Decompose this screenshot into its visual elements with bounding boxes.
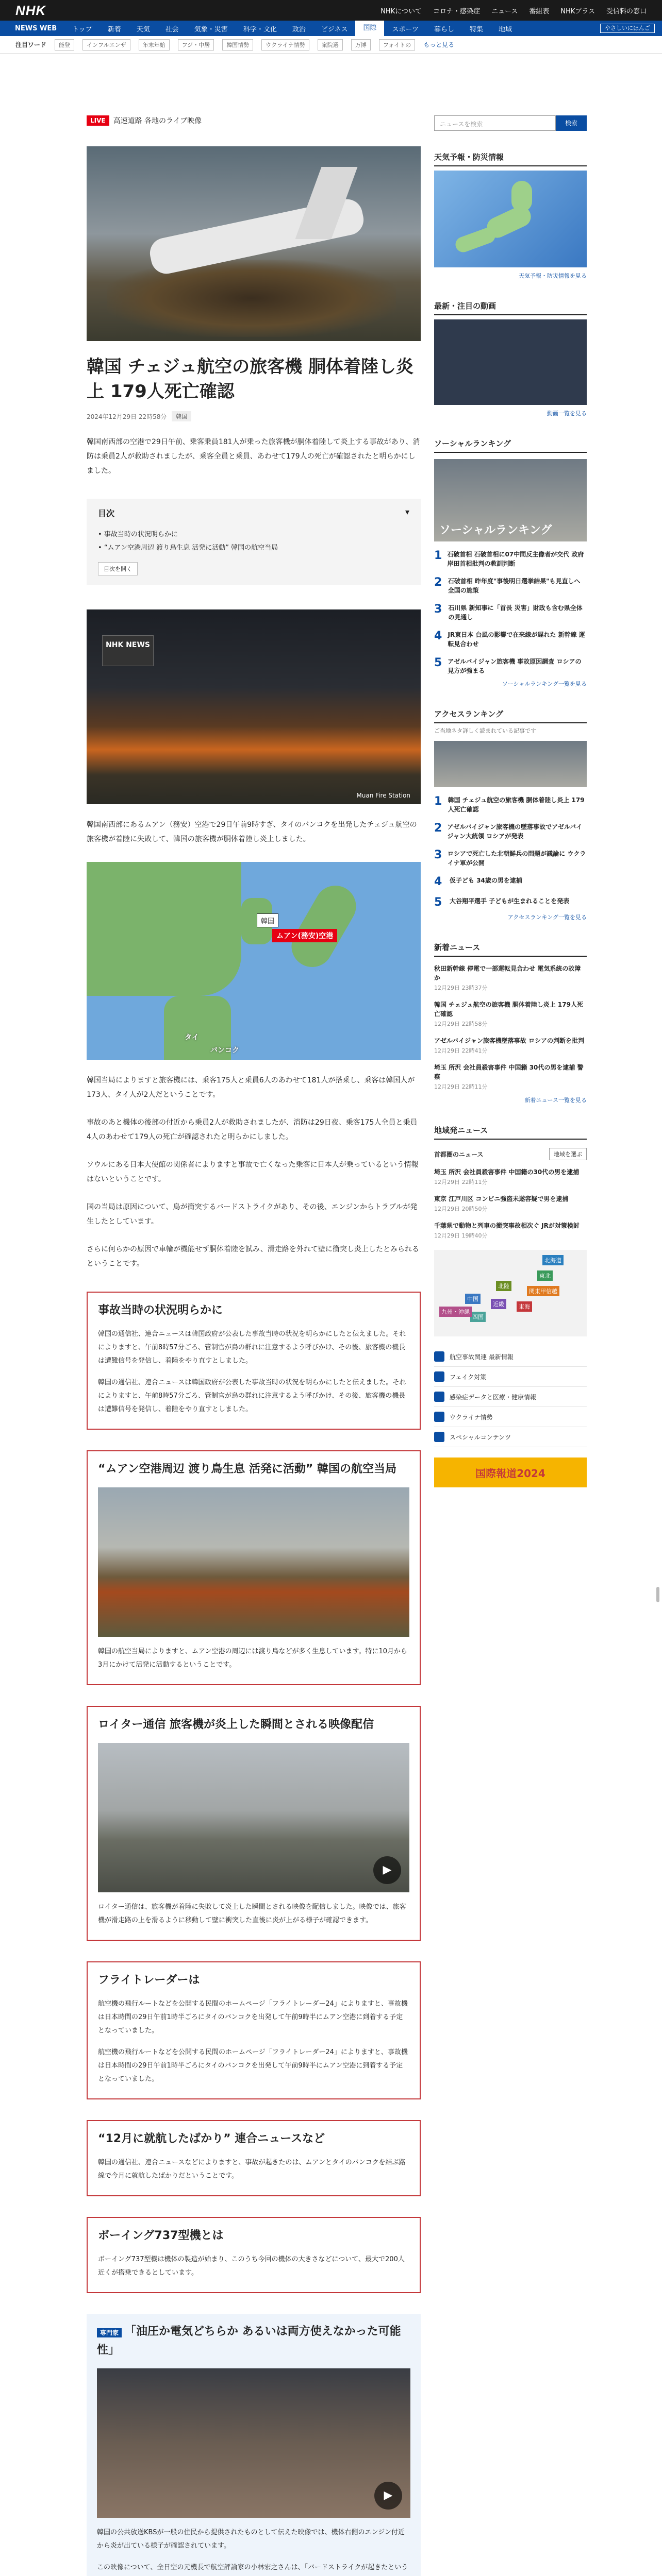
- new-news-item[interactable]: [434, 1063, 587, 1092]
- rank-number: 1: [434, 549, 442, 562]
- rank-number: 2: [434, 822, 442, 835]
- trending-tag[interactable]: 韓国情勢: [222, 39, 253, 50]
- toc-toggle-icon[interactable]: ▾: [405, 507, 409, 517]
- region-label: 首都圏のニュース: [434, 1150, 484, 1158]
- access-more-link[interactable]: アクセスランキング一覧を見る: [507, 914, 587, 921]
- smoke-shape: [107, 260, 396, 337]
- expert-section: [87, 2314, 421, 2576]
- top-link-about[interactable]: NHKについて: [380, 7, 422, 15]
- feature-link-text: スペシャルコンテンツ: [450, 1433, 511, 1441]
- news-time: 12月29日 22時11分: [434, 1179, 488, 1185]
- weather-map[interactable]: [434, 171, 587, 267]
- section-text: 韓国の通信社、連合ニュースは韓国政府が公表した事故当時の状況を明らかにしたと伝えました。それによりますと、午前8時57分ごろ、管制官が鳥の群れに注意するよう呼びかけ、その後、旅客機の機長は遭難信号を発信し、着陸をやり直すとしました。: [98, 1379, 406, 1413]
- feature-link[interactable]: [434, 1427, 587, 1447]
- nhk-logo[interactable]: NHK: [15, 2, 46, 18]
- nav-society[interactable]: 社会: [165, 25, 179, 33]
- top-link-fee[interactable]: 受信料の窓口: [606, 7, 647, 15]
- access-item[interactable]: [434, 795, 587, 814]
- latest-video[interactable]: [434, 319, 587, 405]
- rank-text: 仮子ども 34歳の男を逮捕: [450, 877, 522, 884]
- region-select-button[interactable]: 地域を選ぶ: [549, 1148, 587, 1160]
- region-tokai[interactable]: 東海: [517, 1301, 532, 1312]
- top-link-program[interactable]: 番組表: [529, 7, 550, 15]
- article-column: [87, 54, 421, 2576]
- nav-weather[interactable]: 天気: [136, 25, 150, 33]
- rank-text: 石川県 新知事に「首長 災害」財政も含む県全体の見通し: [448, 604, 583, 621]
- ranking-hero-image[interactable]: [434, 459, 587, 541]
- rank-number: 5: [434, 656, 442, 669]
- reuters-video[interactable]: [98, 1743, 409, 1892]
- nav-politics[interactable]: 政治: [292, 25, 306, 33]
- trending-tag[interactable]: フジ・中居: [178, 39, 214, 50]
- region-kanto[interactable]: 関東甲信越: [527, 1286, 559, 1296]
- map-label-muan-airport: ムアン(務安)空港: [272, 929, 337, 942]
- rank-text: 石破首相 昨年度"事後明日選挙結果"も見直しへ 全国の施策: [448, 578, 581, 594]
- fire-video[interactable]: [87, 609, 421, 804]
- feature-icon: [434, 1371, 444, 1382]
- region-map: [434, 1250, 587, 1336]
- main-nav: [0, 21, 662, 36]
- new-news-item[interactable]: [434, 1000, 587, 1029]
- article-meta: [87, 411, 421, 421]
- article-paragraph: 韓国南西部にあるムアン（務安）空港で29日午前9時すぎ、タイのバンコクを出発したチェジュ航空の旅客機が着陸に失敗して、韓国の旅客機が胴体着陸し炎上しました。: [87, 821, 417, 843]
- toc-item[interactable]: • “ムアン空港周辺 渡り鳥生息 活発に活動” 韓国の航空当局: [98, 541, 409, 555]
- feature-link[interactable]: [434, 1407, 587, 1427]
- ranking-item[interactable]: [434, 577, 587, 595]
- toc-header: [98, 507, 409, 519]
- rank-number: 3: [434, 603, 442, 616]
- live-banner[interactable]: [87, 115, 421, 126]
- section-text: 航空機の飛行ルートなどを公開する民間のホームページ「フライトレーダー24」によりますと、事故機は日本時間の29日午前1時半ごろにタイのバンコクを出発して午前9時半にムアン空港に到着する予定となっていました。: [98, 2048, 408, 2083]
- play-icon[interactable]: ▶: [373, 1856, 401, 1884]
- rank-number: 4: [434, 630, 442, 642]
- weather-land: [453, 226, 497, 255]
- news-time: 12月29日 19時40分: [434, 1232, 488, 1239]
- region-kinki[interactable]: 近畿: [491, 1299, 506, 1309]
- social-ranking-heading: ソーシャルランキング: [434, 438, 587, 453]
- scrollbar-thumb[interactable]: [656, 1587, 659, 1602]
- feature-link-text: ウクライナ情勢: [450, 1413, 493, 1421]
- play-icon[interactable]: ▶: [374, 2482, 402, 2510]
- page-body: [0, 54, 662, 2576]
- trending-tag[interactable]: 衆院選: [318, 39, 343, 50]
- rank-number: 2: [434, 576, 442, 589]
- news-time: 12月29日 20時50分: [434, 1206, 488, 1212]
- toc-list: [98, 528, 409, 555]
- region-shikoku[interactable]: 四国: [470, 1312, 486, 1322]
- map-land-japan: [284, 878, 363, 974]
- region-kyushu[interactable]: 九州・沖縄: [439, 1307, 472, 1317]
- video-heading: 最新・注目の動画: [434, 300, 587, 315]
- expert-badge: 専門家: [97, 2328, 122, 2337]
- feature-links: [434, 1347, 587, 1447]
- trending-tag[interactable]: 能登: [55, 39, 74, 50]
- news-title: 埼玉 所沢 会社員殺害事件 中国籍の30代の男を逮捕: [434, 1168, 580, 1176]
- section-box: [87, 1706, 421, 1941]
- nav-disaster[interactable]: 気象・災害: [194, 25, 228, 33]
- new-news-item[interactable]: [434, 1036, 587, 1056]
- article-lead: 韓国南西部の空港で29日午前、乗客乗員181人が乗った旅客機が胴体着陸して炎上する事故があり、消防は乗員2人が救助されましたが、乗客全員と乗員、あわせて179人の死亡が確認されたと明らかにしました。: [87, 438, 420, 475]
- access-hero-image[interactable]: [434, 741, 587, 787]
- new-news-more-link[interactable]: 新着ニュース一覧を見る: [524, 1097, 587, 1104]
- live-badge: LIVE: [87, 115, 109, 126]
- map-label-thailand: タイ: [185, 1033, 199, 1042]
- region-news-item[interactable]: [434, 1167, 587, 1187]
- ranking-item[interactable]: [434, 550, 587, 568]
- section-title: フライトレーダーは: [98, 1974, 200, 1987]
- toc-item[interactable]: • 事故当時の状況明らかに: [98, 528, 409, 541]
- article-paragraph: さらに何らかの原因で車輪が機能せず胴体着陸を試み、滑走路を外れて壁に衝突し炎上したとみられるということです。: [87, 1245, 419, 1268]
- weather-heading: 天気予報・防災情報: [434, 151, 587, 166]
- section-title: ボーイング737型機とは: [98, 2229, 224, 2242]
- trending-tag[interactable]: 万博: [351, 39, 371, 50]
- trending-tag[interactable]: フォイトの: [379, 39, 415, 50]
- route-map: [87, 862, 421, 1060]
- feature-icon: [434, 1432, 444, 1442]
- news-title: 秋田新幹線 停電で一部運転見合わせ 電気系統の故障か: [434, 965, 581, 981]
- region-chugoku[interactable]: 中国: [465, 1294, 481, 1304]
- new-news-heading: 新着ニュース: [434, 942, 587, 957]
- news-time: 12月29日 22時41分: [434, 1047, 488, 1054]
- top-link-plus[interactable]: NHKプラス: [560, 7, 595, 15]
- feature-link-text: 航空事故関連 最新情報: [450, 1353, 514, 1361]
- top-link-news[interactable]: ニュース: [491, 7, 518, 15]
- trending-label: 注目ワード: [15, 41, 47, 48]
- feature-link[interactable]: [434, 1387, 587, 1407]
- expert-text: 韓国の公共放送KBSが一般の住民から提供されたものとして伝えた映像では、機体右側のエンジン付近から炎が出ている様子が確認されています。: [97, 2529, 405, 2550]
- feature-link[interactable]: [434, 1347, 587, 1367]
- video-more-link[interactable]: 動画一覧を見る: [547, 410, 587, 417]
- nav-top[interactable]: トップ: [72, 25, 92, 33]
- news-title: 千葉県で動物と列車の衝突事故相次ぐ JRが対策検討: [434, 1222, 580, 1229]
- rank-text: 韓国 チェジュ航空の旅客機 胴体着陸し炎上 179人死亡確認: [448, 796, 585, 813]
- access-ranking-heading: アクセスランキング: [434, 708, 587, 723]
- top-links: [380, 6, 647, 15]
- section-text: ロイター通信は、旅客機が着陸に失敗して炎上した瞬間とされる映像を配信しました。映像では、旅客機が滑走路の上を滑るように移動して壁に衝突した直後に炎が上がる様子が確認できます。: [98, 1903, 406, 1924]
- feature-link[interactable]: [434, 1367, 587, 1387]
- feature-icon: [434, 1392, 444, 1402]
- section-box: [87, 1292, 421, 1430]
- nav-features[interactable]: 特集: [469, 25, 483, 33]
- map-land-china: [87, 862, 241, 996]
- trending-tag[interactable]: 年末年始: [139, 39, 170, 50]
- rank-text: JR東日本 台風の影響で在来線が遅れた 新幹線 運転見合わせ: [448, 631, 585, 648]
- feature-link-text: フェイク対策: [450, 1373, 487, 1381]
- rank-number: 3: [434, 849, 442, 861]
- search-box: [434, 115, 587, 131]
- rank-text: アゼルバイジャン旅客機の墜落事故でアゼルバイジャン大統領 ロシアが発表: [447, 823, 583, 840]
- live-text: 高速道路 各地のライブ映像: [113, 117, 202, 125]
- section-title: “ムアン空港周辺 渡り鳥生息 活発に活動” 韓国の航空当局: [98, 1463, 397, 1476]
- rank-text: アゼルバイジャン旅客機 事故原因調査 ロシアの見方が強まる: [448, 658, 582, 674]
- nav-international[interactable]: 国際: [355, 21, 384, 36]
- rank-text: 大谷翔平選手 子どもが生まれることを発表: [450, 897, 570, 905]
- category-tag[interactable]: 韓国: [172, 411, 191, 421]
- expert-title: [97, 2323, 410, 2359]
- section-text: 韓国の航空当局によりますと、ムアン空港の周辺には渡り鳥などが多く生息しています。特に10月から3月にかけて活発に活動するということです。: [98, 1648, 407, 1669]
- hero-image: [87, 146, 421, 341]
- news-time: 12月29日 23時37分: [434, 985, 488, 991]
- weather-more-link[interactable]: 天気予報・防災情報を見る: [519, 273, 587, 279]
- region-selector-row: [434, 1148, 587, 1160]
- access-item[interactable]: [434, 822, 587, 841]
- new-news-item[interactable]: [434, 964, 587, 993]
- search-button[interactable]: 検索: [556, 115, 587, 131]
- feature-icon: [434, 1351, 444, 1362]
- easy-japanese-button[interactable]: やさしいにほんご: [600, 24, 655, 33]
- section-title: 事故当時の状況明らかに: [98, 1304, 223, 1317]
- rank-text: 石破首相 石破首相に07中間反主像者が交代 政府 岸田首相批判の教訓判断: [447, 551, 584, 567]
- video-caption: Muan Fire Station: [356, 792, 410, 799]
- trending-more-link[interactable]: もっと見る: [423, 41, 455, 48]
- search-input[interactable]: ニュースを検索: [434, 115, 556, 131]
- rank-number: 1: [434, 795, 442, 808]
- article-paragraph: 韓国当局によりますと旅客機には、乗客175人と乗員6人のあわせて181人が搭乗し、乗客は韓国人が173人、タイ人が2人だということです。: [87, 1076, 415, 1099]
- section-text: 航空機の飛行ルートなどを公開する民間のホームページ「フライトレーダー24」によりますと、事故機は日本時間の29日午前1時半ごろにタイのバンコクを出発して午前9時半にムアン空港に到着する予定となっていました。: [98, 2000, 408, 2035]
- promo-banner[interactable]: 国際報道2024: [434, 1458, 587, 1487]
- ranking-more-link[interactable]: ソーシャルランキング一覧を見る: [502, 681, 587, 687]
- article-paragraph: 国の当局は原因について、鳥が衝突するバードストライクがあり、その後、エンジンからトラブルが発生したとしています。: [87, 1203, 418, 1226]
- ranking-hero-label: ソーシャルランキング: [439, 524, 552, 537]
- nav-business[interactable]: ビジネス: [321, 25, 348, 33]
- article-date: 2024年12月29日 22時58分: [87, 413, 167, 420]
- rank-number: 5: [434, 896, 442, 909]
- airport-fire-image: [98, 1487, 409, 1637]
- access-note: ご当地ネタ詳しく読まれている記事です: [434, 727, 536, 734]
- nav-new[interactable]: 新着: [107, 25, 121, 33]
- nav-newsweb[interactable]: NEWS WEB: [15, 24, 57, 32]
- nav-sports[interactable]: スポーツ: [392, 25, 419, 33]
- news-title: アゼルバイジャン旅客機墜落事故 ロシアの判断を批判: [434, 1037, 584, 1044]
- section-title: “12月に就航したばかり” 連合ニュースなど: [98, 2132, 325, 2145]
- nav-life[interactable]: 暮らし: [434, 25, 454, 33]
- section-text: ボーイング737型機は機体の製造が始まり、このうち今回の機体の大きさなどについて、最大で200人近くが搭乗できるとしています。: [98, 2256, 405, 2277]
- expert-text: この映像について、全日空の元機長で航空評論家の小林宏之さんは、「バードストライクが起きたという: [97, 2564, 408, 2571]
- feature-icon: [434, 1412, 444, 1422]
- section-box: [87, 2217, 421, 2293]
- feature-link-text: 感染症データと医療・健康情報: [450, 1393, 537, 1401]
- section-box: [87, 1450, 421, 1685]
- rank-number: 4: [434, 875, 442, 888]
- news-title: 韓国 チェジュ航空の旅客機 胴体着陸し炎上 179人死亡確認: [434, 1001, 583, 1018]
- region-news-item[interactable]: [434, 1221, 587, 1241]
- ranking-item[interactable]: [434, 630, 587, 649]
- toc-open-button[interactable]: 目次を開く: [98, 562, 138, 575]
- access-item[interactable]: [434, 876, 587, 888]
- trending-bar: [0, 36, 662, 54]
- section-text: 韓国の通信社、連合ニュースなどによりますと、事故が起きたのは、ムアンとタイのバンコクを結ぶ路線で今月に就航したばかりだということです。: [98, 2159, 406, 2180]
- toc-title: 目次: [98, 509, 115, 518]
- nav-science[interactable]: 科学・文化: [243, 25, 277, 33]
- news-title: 埼玉 所沢 会社員殺害事件 中国籍 30代の男を逮捕 警察: [434, 1064, 584, 1080]
- top-link-corona[interactable]: コロナ・感染症: [433, 7, 480, 15]
- section-box: [87, 1961, 421, 2099]
- expert-heading: 「油圧か電気どちらか あるいは両方使えなかった可能性」: [97, 2325, 401, 2357]
- rank-text: ロシアで死亡した北朝鮮兵の問題が議論に ウクライナ軍が公開: [447, 850, 586, 867]
- region-news-heading: 地域発ニュース: [434, 1125, 587, 1140]
- region-hokkaido[interactable]: 北海道: [542, 1255, 564, 1265]
- section-title: ロイター通信 旅客機が炎上した瞬間とされる映像配信: [98, 1718, 374, 1731]
- section-box: [87, 2120, 421, 2196]
- article-paragraph: ソウルにある日本大使館の関係者によりますと事故で亡くなった乗客に日本人が乗っているという情報はないということです。: [87, 1161, 419, 1183]
- map-label-bangkok: バンコク: [210, 1046, 239, 1055]
- nav-region[interactable]: 地域: [499, 25, 512, 33]
- trending-tag[interactable]: ウクライナ情勢: [261, 39, 309, 50]
- ranking-item[interactable]: [434, 657, 587, 675]
- sidebar: [434, 54, 587, 2576]
- news-time: 12月29日 22時11分: [434, 1083, 488, 1090]
- nhk-news-logo: NHK NEWS: [102, 635, 154, 666]
- trending-tag[interactable]: インフルエンザ: [82, 39, 130, 50]
- article-title: 韓国 チェジュ航空の旅客機 胴体着陸し炎上 179人死亡確認: [87, 357, 413, 402]
- expert-video[interactable]: [97, 2368, 410, 2518]
- news-title: 東京 江戸川区 コンビニ強盗未遂容疑で男を逮捕: [434, 1195, 569, 1202]
- region-tohoku[interactable]: 東北: [537, 1270, 553, 1281]
- ranking-item[interactable]: [434, 603, 587, 622]
- news-time: 12月29日 22時58分: [434, 1021, 488, 1027]
- section-text: 韓国の通信社、連合ニュースは韓国政府が公表した事故当時の状況を明らかにしたと伝えました。それによりますと、午前8時57分ごろ、管制官が鳥の群れに注意するよう呼びかけ、その後、旅客機の機長は遭難信号を発信し、着陸をやり直すとしました。: [98, 1330, 406, 1365]
- top-bar: [0, 0, 662, 21]
- map-label-korea: 韓国: [257, 913, 278, 927]
- table-of-contents: [87, 499, 421, 585]
- access-item[interactable]: [434, 849, 587, 868]
- region-hokuriku[interactable]: 北陸: [496, 1281, 511, 1291]
- access-item[interactable]: [434, 896, 587, 909]
- region-news-item[interactable]: [434, 1194, 587, 1214]
- article-paragraph: 事故のあと機体の後部の付近から乗員2人が救助されましたが、消防は29日夜、乗客175人全員と乗員4人のあわせて179人の死亡が確認されたと明らかにしました。: [87, 1118, 418, 1141]
